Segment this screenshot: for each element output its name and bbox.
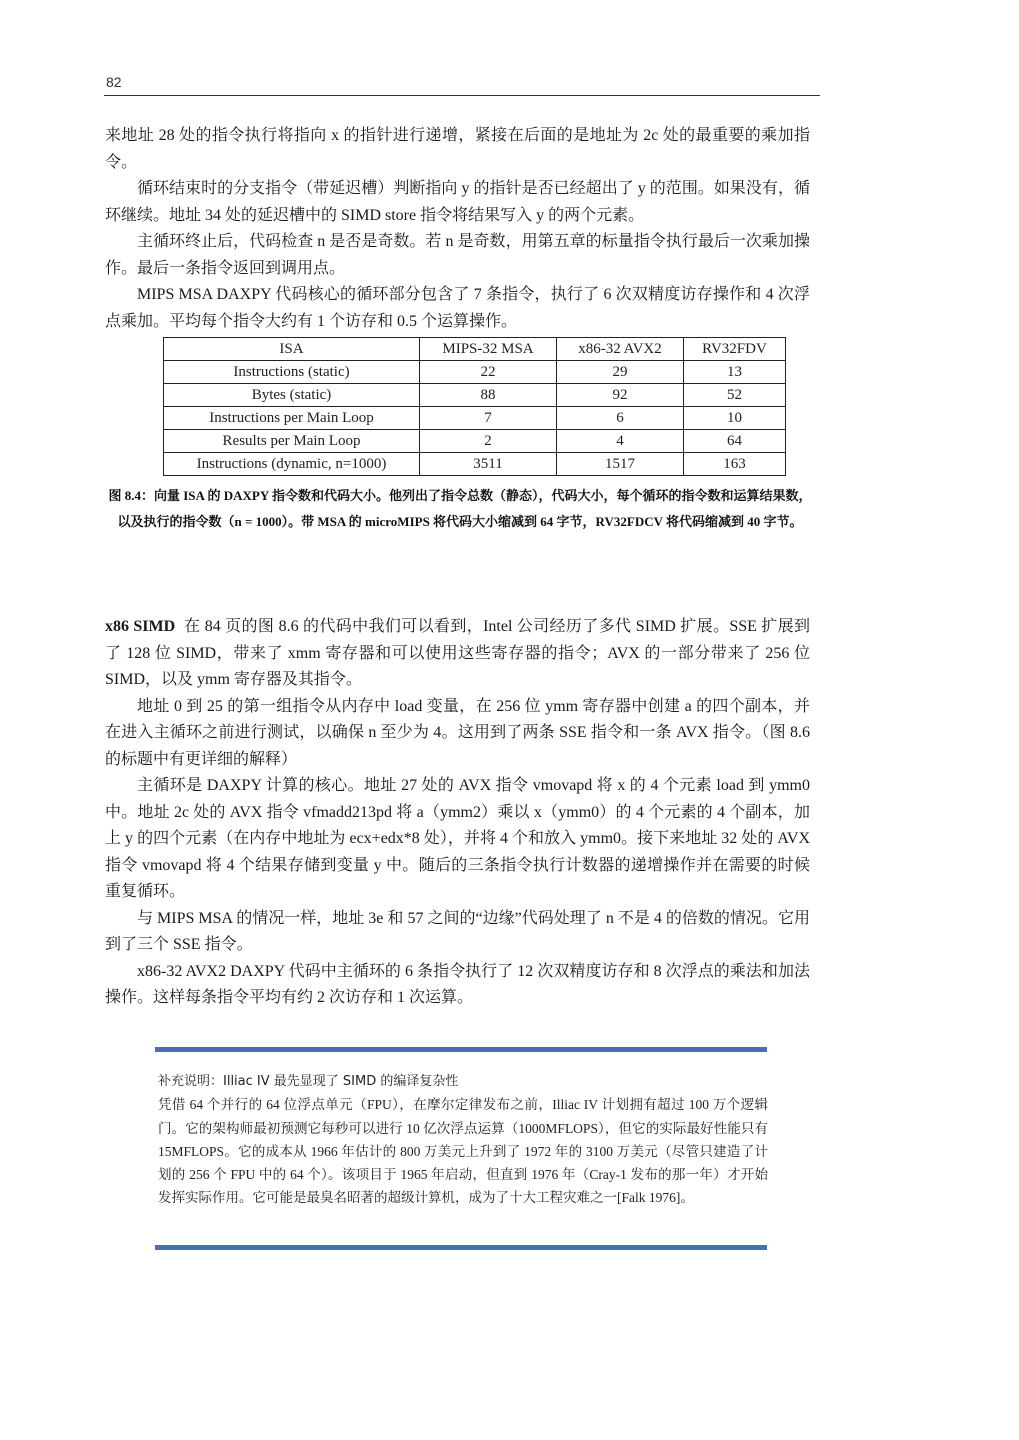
- table-header-cell: RV32FDV: [684, 338, 786, 361]
- paragraph-continuation: 来地址 28 处的指令执行将指向 x 的指针进行递增，紧接在后面的是地址为 2c 处的最重要的乘加指令。: [105, 127, 810, 171]
- figure-caption: 图 8.4：向量 ISA 的 DAXPY 指令数和代码大小。他列出了指令总数（静态），代码大小，每个循环的指令数和运算结果数，以及执行的指令数（n = 1000）。带 MSA 的 microMIPS 将代码大小缩减到 64 字节，RV32FDCV 将代码缩减到 40 字节。: [108, 488, 812, 529]
- table-cell: Instructions (static): [164, 361, 420, 384]
- table-cell: Results per Main Loop: [164, 430, 420, 453]
- table-row: [164, 453, 786, 476]
- table-cell: Instructions (dynamic, n=1000): [164, 453, 420, 476]
- paragraph-branch: 循环结束时的分支指令（带延迟槽）判断指向 y 的指针是否已经超出了 y 的范围。如果没有，循环继续。地址 34 处的延迟槽中的 SIMD store 指令将结果写入 y 的两个元素。: [105, 180, 810, 224]
- table-header-cell: MIPS-32 MSA: [420, 338, 557, 361]
- paragraph-x86-main-loop: 主循环是 DAXPY 计算的核心。地址 27 处的 AVX 指令 vmovapd 将 x 的 4 个元素 load 到 ymm0 中。地址 2c 处的 AVX 指令 vfmadd213pd 将 a（ymm2）乘以 x（ymm0）的 4 个元素的 4 个副本，加上 y 的四个元素（在内存中地址为 ecx+edx*8 处），并将 4 个和放入 ymm0。接下来地址 32 处的 AVX 指令 vmovapd 将 4 个结果存储到变量 y 中。随后的三条指令执行计数器的递增操作并在需要的时候重复循环。: [105, 777, 810, 900]
- table-cell: 64: [684, 430, 786, 453]
- table-cell: 1517: [557, 453, 684, 476]
- section-lead-text: 在 84 页的图 8.6 的代码中我们可以看到，Intel 公司经历了多代 SIMD 扩展。SSE 扩展到了 128 位 SIMD，带来了 xmm 寄存器和可以使用这些寄存器的指令；AVX 的一部分带来了 256 位 SIMD，以及 ymm 寄存器及其指令。: [105, 618, 811, 688]
- table-cell: 88: [420, 384, 557, 407]
- table-cell: 92: [557, 384, 684, 407]
- section-lead: x86 SIMD: [105, 618, 176, 635]
- paragraph-x86-intro: [105, 614, 810, 694]
- page-number: 82: [106, 74, 122, 90]
- header-rule: [104, 95, 820, 96]
- paragraph-x86-edge: 与 MIPS MSA 的情况一样，地址 3e 和 57 之间的“边缘”代码处理了 n 不是 4 的倍数的情况。它用到了三个 SSE 指令。: [105, 909, 810, 953]
- table-cell: 6: [557, 407, 684, 430]
- table-cell: 3511: [420, 453, 557, 476]
- table-header-cell: ISA: [164, 338, 420, 361]
- table-cell: 163: [684, 453, 786, 476]
- table-header-cell: x86-32 AVX2: [557, 338, 684, 361]
- sidebar-box: [158, 1070, 768, 1210]
- paragraph-msa-summary: MIPS MSA DAXPY 代码核心的循环部分包含了 7 条指令，执行了 6 次双精度访存操作和 4 次浮点乘加。平均每个指令大约有 1 个访存和 0.5 个运算操作。: [105, 286, 810, 330]
- table-cell: 22: [420, 361, 557, 384]
- sidebar-body: 凭借 64 个并行的 64 位浮点单元（FPU），在摩尔定律发布之前，Illiac IV 计划拥有超过 100 万个逻辑门。它的架构师最初预测它每秒可以进行 10 亿次浮点运算（1000MFLOPS），但它的实际最好性能只有 15MFLOPS。它的成本从 1966 年估计的 800 万美元上升到了 1972 年的 3100 万美元（尽管只建造了计划的 256 个 FPU 中的 64 个）。该项目于 1965 年启动，但直到 1976 年（Cray-1 发布的那一年）才开始发挥实际作用。它可能是最臭名昭著的超级计算机，成为了十大工程灾难之一[Falk 1976]。: [158, 1097, 768, 1206]
- sidebar-top-rule: [155, 1047, 767, 1052]
- paragraph-loop-end: 主循环终止后，代码检查 n 是否是奇数。若 n 是奇数，用第五章的标量指令执行最后一次乘加操作。最后一条指令返回到调用点。: [105, 233, 810, 277]
- table-cell: 4: [557, 430, 684, 453]
- table-row: [164, 361, 786, 384]
- table-cell: 7: [420, 407, 557, 430]
- paragraph-x86-summary: x86-32 AVX2 DAXPY 代码中主循环的 6 条指令执行了 12 次双精度访存和 8 次浮点的乘法和加法操作。这样每条指令平均有约 2 次访存和 1 次运算。: [105, 962, 810, 1006]
- table-cell: 10: [684, 407, 786, 430]
- sidebar-bottom-rule: [155, 1245, 767, 1250]
- table-header-row: [164, 338, 786, 361]
- table-cell: Instructions per Main Loop: [164, 407, 420, 430]
- table-row: [164, 407, 786, 430]
- table-cell: 2: [420, 430, 557, 453]
- x86-section: [105, 614, 810, 1012]
- paragraph-x86-setup: 地址 0 到 25 的第一组指令从内存中 load 变量，在 256 位 ymm 寄存器中创建 a 的四个副本，并在进入主循环之前进行测试，以确保 n 至少为 4。这用到了两条 SSE 指令和一条 AVX 指令。（图 8.6 的标题中有更详细的解释）: [105, 697, 810, 768]
- isa-comparison-table: [163, 337, 786, 476]
- table-cell: 13: [684, 361, 786, 384]
- table-cell: 52: [684, 384, 786, 407]
- table-row: [164, 384, 786, 407]
- table-cell: Bytes (static): [164, 384, 420, 407]
- table-row: [164, 430, 786, 453]
- top-text: [105, 123, 810, 335]
- sidebar-title: 补充说明：Illiac IV 最先显现了 SIMD 的编译复杂性: [158, 1074, 459, 1089]
- table-cell: 29: [557, 361, 684, 384]
